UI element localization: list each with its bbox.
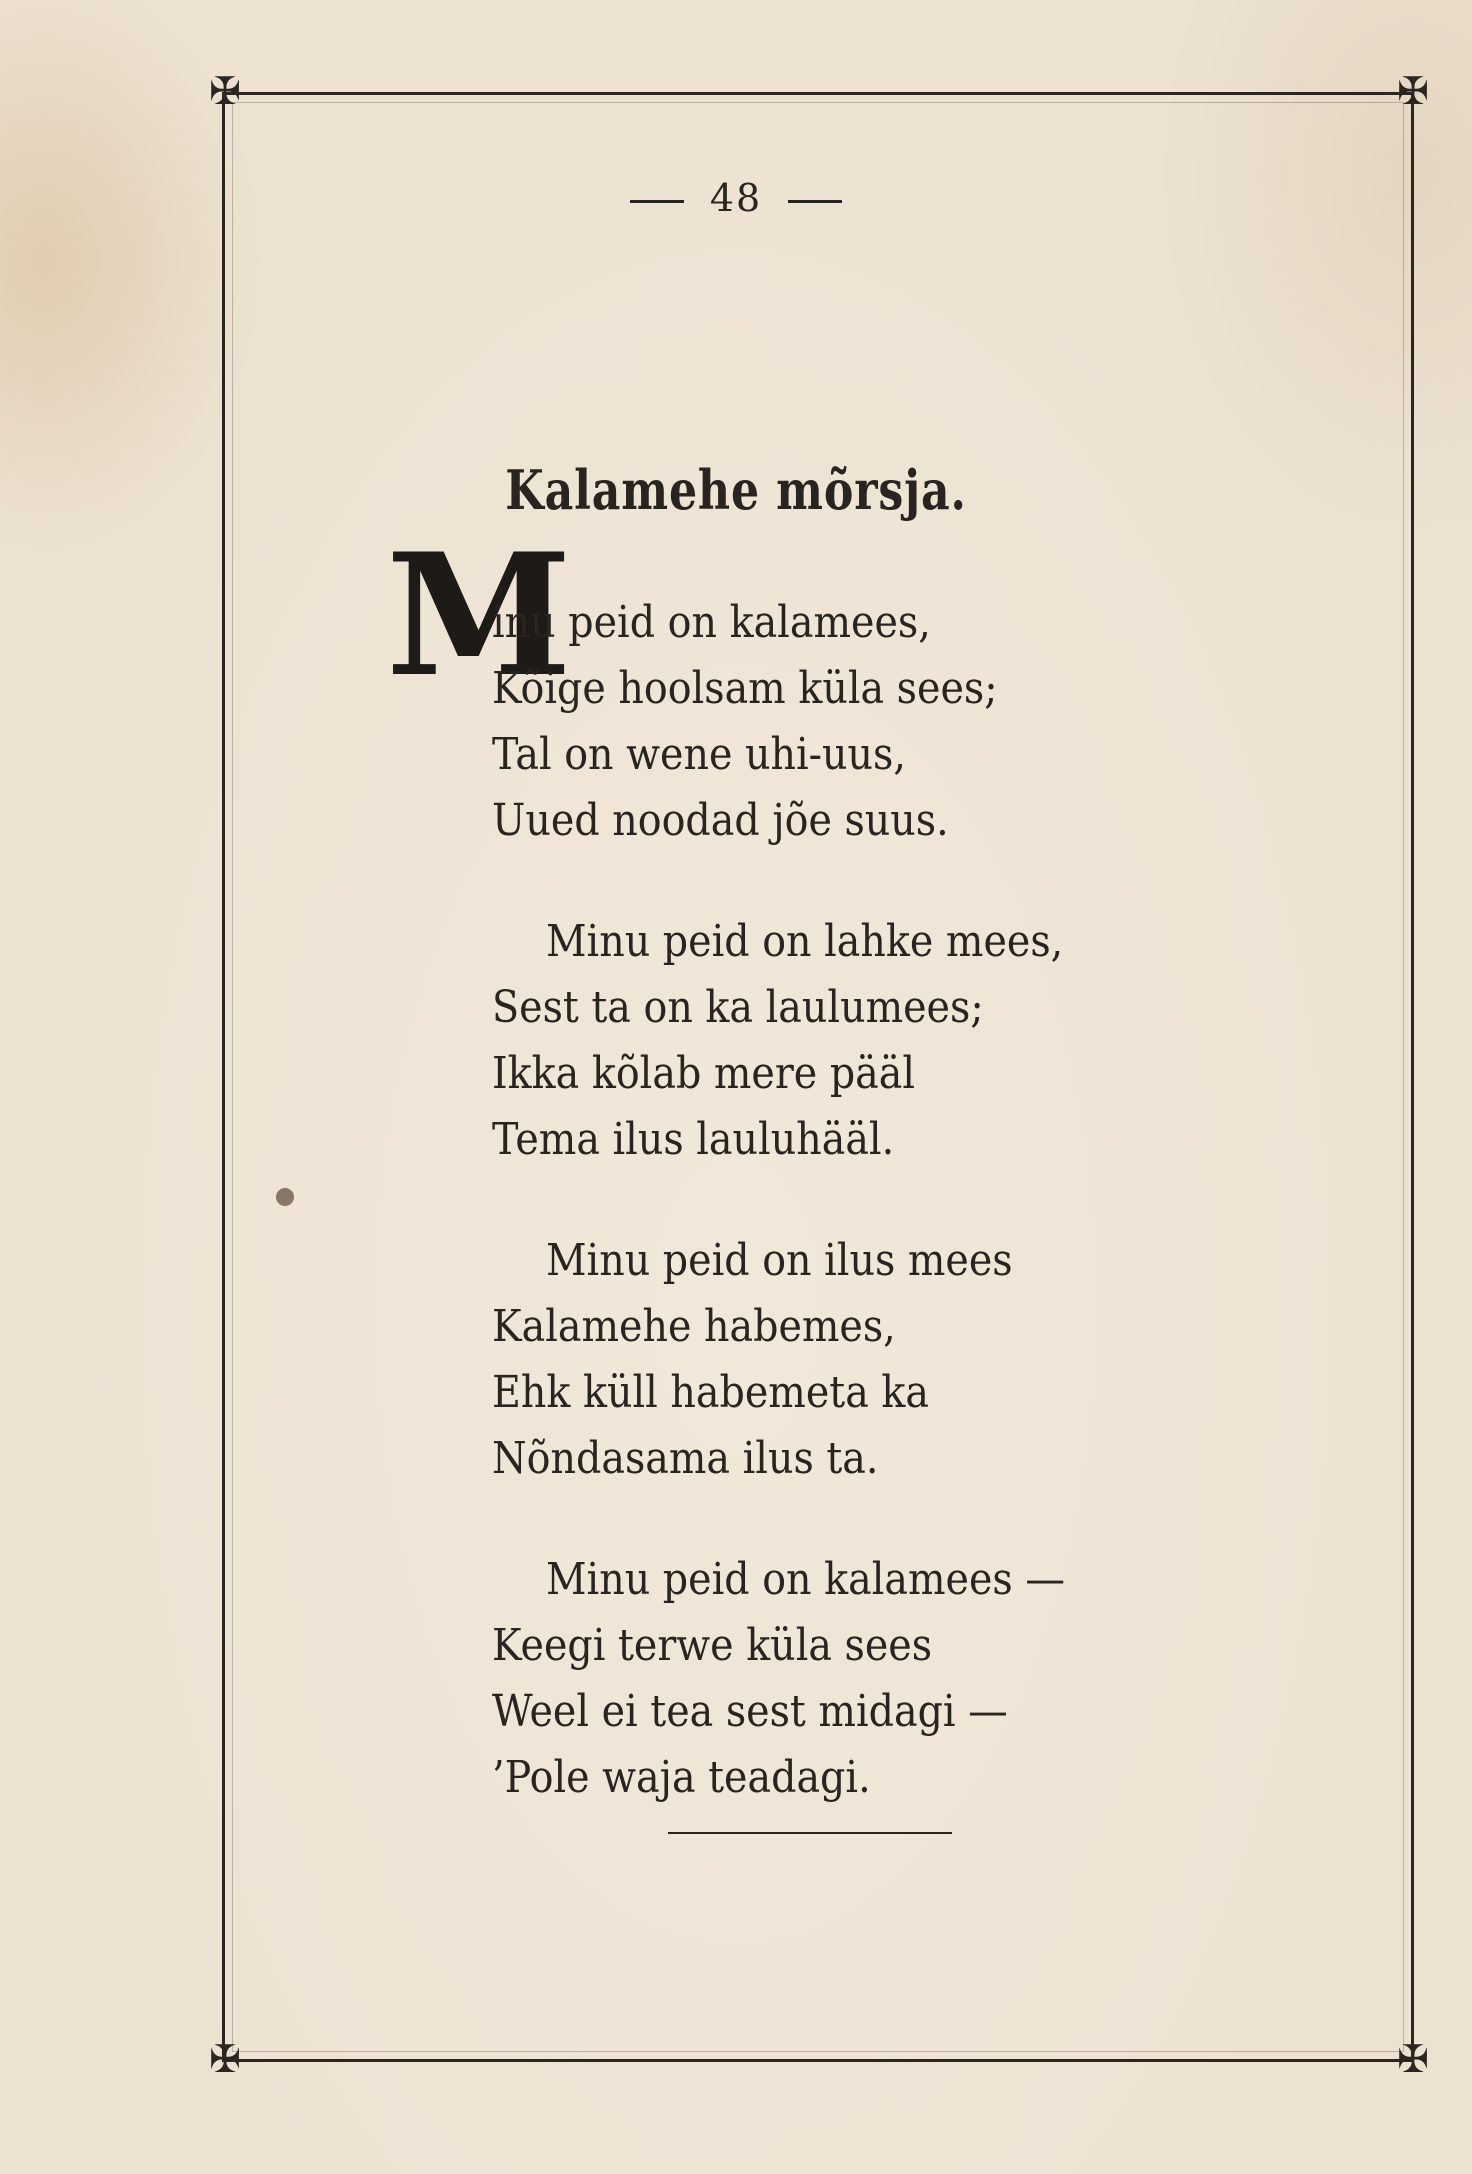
corner-ornament-icon: ✠	[1397, 69, 1429, 113]
page-number-dash	[630, 200, 684, 203]
poem-line: Sest ta on ka laulumees;	[492, 982, 984, 1033]
poem-line: Keegi terwe küla sees	[492, 1620, 933, 1671]
poem-line: Nõndasama ilus ta.	[492, 1433, 879, 1484]
poem-line: Minu peid on kalamees —	[546, 1554, 1065, 1605]
poem-line: ’Pole waja teadagi.	[492, 1752, 871, 1803]
poem-line: Minu peid on ilus mees	[546, 1235, 1013, 1286]
ink-stain	[276, 1188, 294, 1206]
poem-line: Kõige hoolsam küla sees;	[492, 663, 998, 714]
poem-line: Ikka kõlab mere pääl	[492, 1048, 916, 1099]
stanza	[492, 1228, 1252, 1492]
poem-line: Tema ilus lauluhääl.	[492, 1114, 895, 1165]
page-number-value: 48	[709, 176, 763, 220]
poem-line: Kalamehe habemes,	[492, 1301, 896, 1352]
poem-body	[492, 590, 1252, 1866]
page-number	[0, 176, 1472, 220]
poem-line: inu peid on kalamees,	[492, 597, 931, 648]
poem-line: Weel ei tea sest midagi —	[492, 1686, 1008, 1737]
poem-title: Kalamehe mõrsja.	[505, 458, 967, 522]
corner-ornament-icon: ✠	[1397, 2037, 1429, 2081]
stanza	[492, 909, 1252, 1173]
end-rule	[668, 1832, 952, 1834]
poem-line: Ehk küll habemeta ka	[492, 1367, 930, 1418]
stanza	[492, 590, 1252, 854]
poem-line: Uued noodad jõe suus.	[492, 795, 949, 846]
poem-line: Tal on wene uhi-uus,	[492, 729, 906, 780]
page-number-dash	[788, 200, 842, 203]
corner-ornament-icon: ✠	[209, 2037, 241, 2081]
poem-line: Minu peid on lahke mees,	[546, 916, 1064, 967]
corner-ornament-icon: ✠	[209, 69, 241, 113]
stanza	[492, 1547, 1252, 1811]
drop-capital: M	[386, 516, 572, 714]
